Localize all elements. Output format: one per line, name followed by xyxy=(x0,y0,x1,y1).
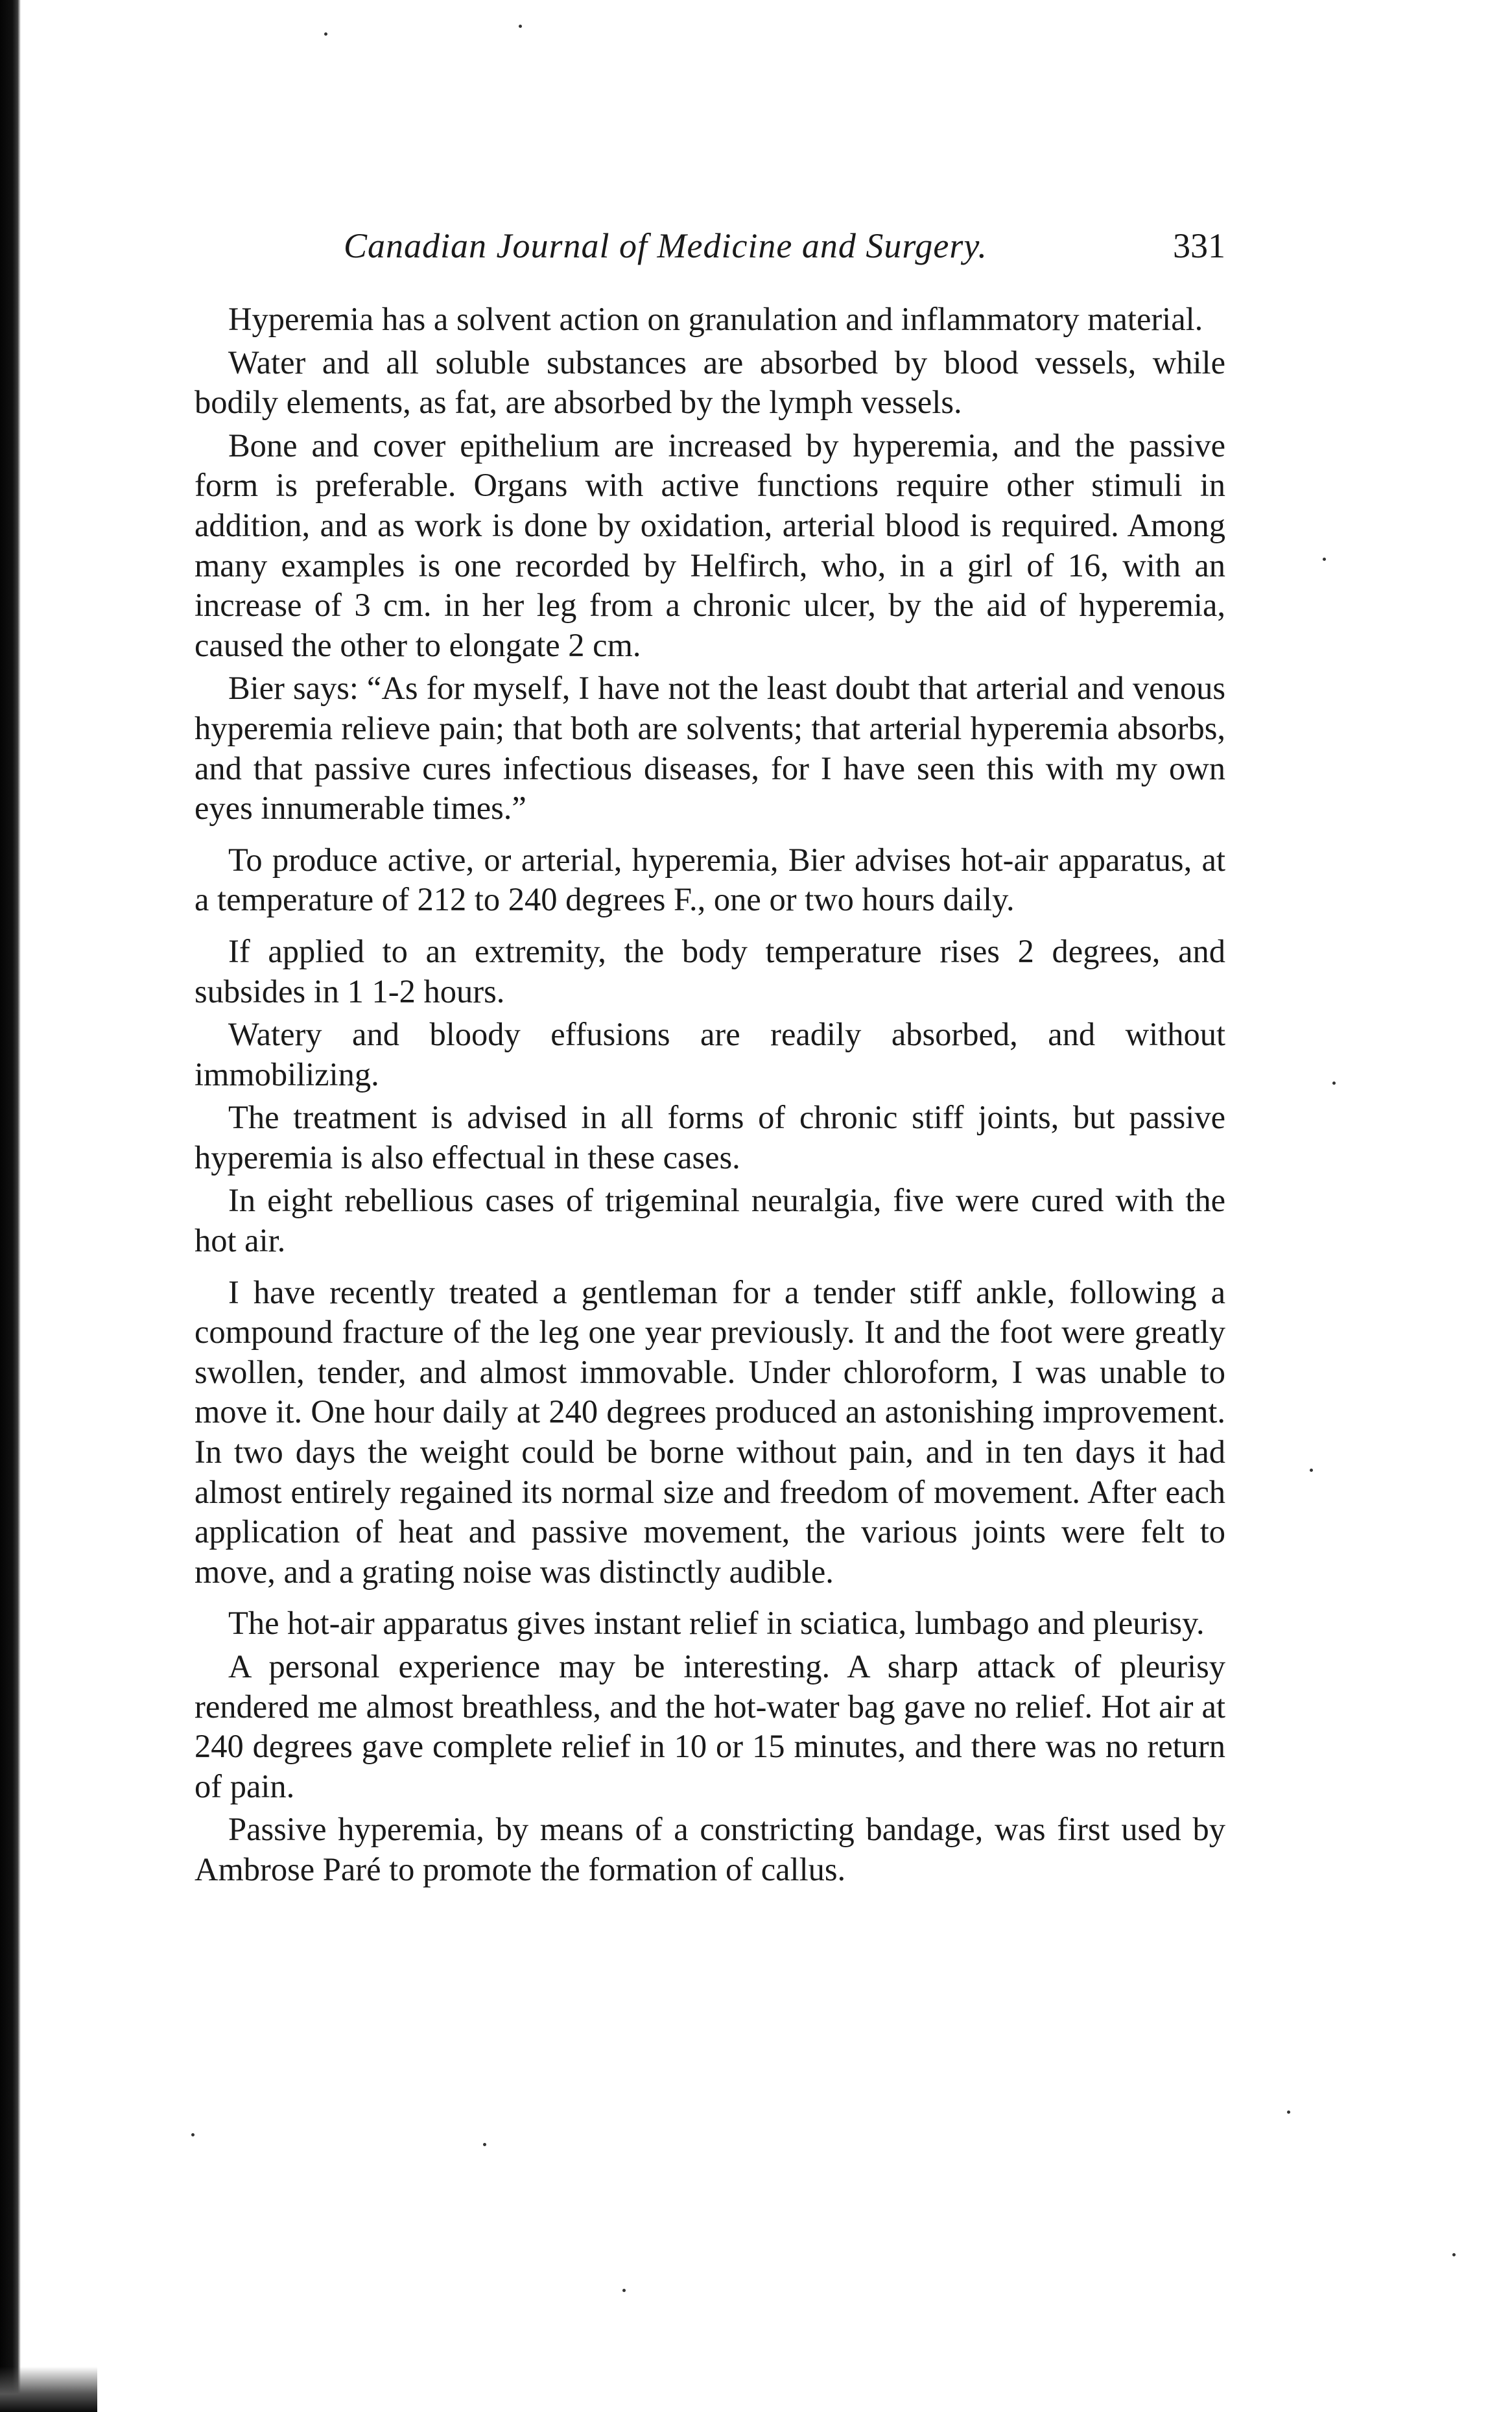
page-header xyxy=(344,226,1225,278)
paragraph: In eight rebellious cases of trigeminal neuralgia, five were cured with the hot air. xyxy=(195,1182,1225,1259)
page-binding-edge xyxy=(0,0,21,2412)
page-number: 331 xyxy=(1173,226,1225,265)
paragraph: If applied to an extremity, the body temperature rises 2 degrees, and subsides in 1 1-2 hours. xyxy=(195,932,1225,1010)
article-body xyxy=(195,300,1225,1893)
scan-speck xyxy=(1452,2253,1456,2256)
scan-speck xyxy=(1332,1082,1336,1085)
paragraph: I have recently treated a gentleman for a tender stiff ankle, following a compound fracture of the leg one year previously. It and the foot were greatly swollen, tender, and almost immovable. Under chloroform, I was unable to move it. One hour daily at 240 degrees produced an astonishing improvement. In two days the weight could be borne without pain, and in ten days it had almost entirely regained its normal size and freedom of movement. After each application of heat and passive movement, the various joints were felt to move, and a grating noise was distinctly audible. xyxy=(195,1273,1225,1590)
paragraph: A personal experience may be interesting. A sharp attack of pleurisy rendered me almost breathless, and the hot-water bag gave no relief. Hot air at 240 degrees gave complete relief in 10 or 15 minutes, and there was no return of pain. xyxy=(195,1648,1225,1804)
scan-speck xyxy=(1287,2110,1290,2114)
scan-speck xyxy=(191,2133,195,2136)
page-binding-shadow xyxy=(0,2367,97,2412)
paragraph: Bier says: “As for myself, I have not the least doubt that arterial and venous hyperemia relieve pain; that both are solvents; that arterial hyperemia absorbs, and that passive cures infectious diseases, for I have seen this with my own eyes innumerable times.” xyxy=(195,670,1225,827)
scan-speck xyxy=(483,2143,486,2146)
scan-speck xyxy=(519,25,522,28)
paragraph: Bone and cover epithelium are increased by hyperemia, and the passive form is preferable. Organs with active functions require other stimuli in addition, and as work is done by oxidation, arterial blood is required. Among many examples is one recorded by Helfirch, who, in a girl of 16, with an increase of 3 cm. in her leg from a chronic ulcer, by the aid of hyperemia, caused the other to elongate 2 cm. xyxy=(195,427,1225,663)
paragraph: Passive hyperemia, by means of a constricting bandage, was first used by Ambrose Paré to promote the formation of callus. xyxy=(195,1811,1225,1887)
scan-speck xyxy=(324,32,327,36)
paragraph: Hyperemia has a solvent action on granulation and inflammatory material. xyxy=(228,301,1203,337)
scan-speck xyxy=(1310,1469,1313,1472)
paragraph: The hot-air apparatus gives instant relief in sciatica, lumbago and pleurisy. xyxy=(228,1605,1205,1642)
scan-speck xyxy=(622,2289,626,2292)
paragraph: Water and all soluble substances are absorbed by blood vessels, while bodily elements, as fat, are absorbed by the lymph vessels. xyxy=(195,344,1225,421)
paragraph: The treatment is advised in all forms of chronic stiff joints, but passive hyperemia is also effectual in these cases. xyxy=(195,1099,1225,1176)
paragraph: To produce active, or arterial, hyperemia, Bier advises hot-air apparatus, at a temperature of 212 to 240 degrees F., one or two hours daily. xyxy=(195,841,1225,918)
running-head: Canadian Journal of Medicine and Surgery. xyxy=(344,226,987,265)
scan-speck xyxy=(1323,558,1326,561)
paragraph: Watery and bloody effusions are readily absorbed, and without immobilizing. xyxy=(195,1016,1225,1093)
